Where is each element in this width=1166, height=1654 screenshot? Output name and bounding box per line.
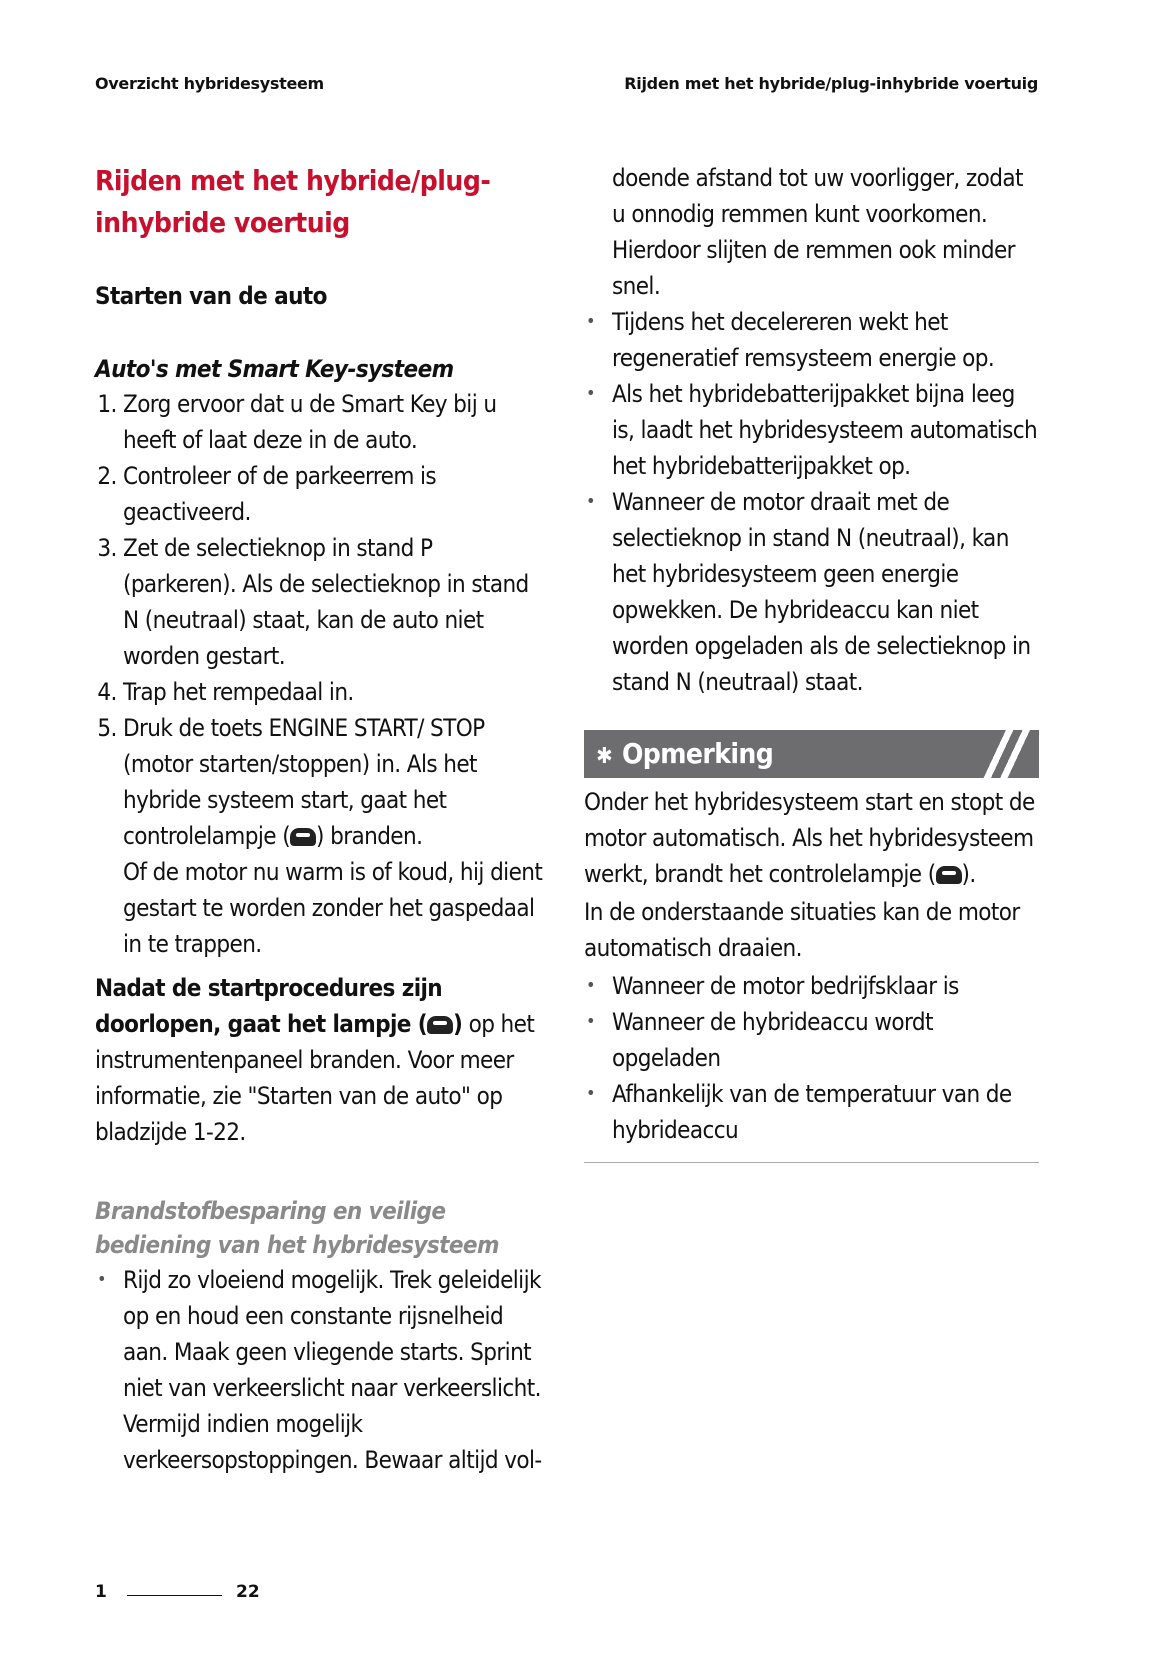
section-heading: Starten van de auto <box>95 282 327 310</box>
after-start-paragraph <box>95 970 543 1150</box>
asterisk-icon: ✱ <box>596 744 612 769</box>
page-number: 22 <box>236 1582 260 1602</box>
bullet-item: • Tijdens het decelereren wekt het regeneratief remsysteem energie op. <box>612 304 1039 376</box>
right-column <box>584 160 1039 1163</box>
body-text: Onder het hybridesysteem start en stopt de motor automatisch. Als het hybridesysteem werkt, brandt het controlelampje ( <box>584 788 1035 888</box>
note-bullets <box>584 968 1039 1148</box>
bullet-item: • Als het hybridebatterijpakket bijna leeg is, laadt het hybridesysteem automatisch het hybridebatterijpakket op. <box>612 376 1039 484</box>
step: 4. Trap het rempedaal in. <box>123 674 543 710</box>
note-title: Opmerking <box>622 737 774 770</box>
hybrid-ready-lamp-icon <box>427 1016 453 1034</box>
note-header <box>584 730 1039 778</box>
body-text: op het instrumentenpaneel branden. Voor meer informatie, zie "Starten van de auto" op bladzijde 1-22. <box>95 1010 535 1146</box>
bullet-item: • Rijd zo vloeiend mogelijk. Trek geleidelijk op en houd een constante rijsnelheid aan. Maak geen vliegende starts. Sprint niet van verkeerslicht naar verkeerslicht. Vermijd indien mogelijk verkeersopstoppingen. Bewaar altijd vol- <box>123 1262 543 1478</box>
bullet-item: • Wanneer de motor draait met de selectieknop in stand N (neutraal), kan het hybridesysteem geen energie opwekken. De hybrideaccu kan niet worden opgeladen als de selectieknop in stand N (neutraal) staat. <box>612 484 1039 700</box>
body-text: ). <box>961 860 976 888</box>
step-text: Of de motor nu warm is of koud, hij dient gestart te worden zonder het gaspedaal in te trappen. <box>123 858 543 958</box>
step: 1. Zorg ervoor dat u de Smart Key bij u heeft of laat deze in de auto. <box>123 386 543 458</box>
note-paragraph: In de onderstaande situaties kan de motor automatisch draaien. <box>584 898 1020 962</box>
note-paragraph <box>584 784 1039 892</box>
fuel-bullets <box>95 1262 543 1478</box>
start-steps <box>95 386 543 962</box>
step-text: Druk de toets ENGINE START/ STOP (motor starten/stoppen) in. Als het hybride systeem start, gaat het controlelampje ( <box>123 714 485 850</box>
fuel-bullets-continued <box>584 160 1039 700</box>
bold-text: Nadat de startprocedures zijn doorlopen, gaat het lampje ( <box>95 974 443 1038</box>
page-title: Rijden met het hybride/plug-inhybride voertuig <box>95 164 491 239</box>
bullet-continuation: doende afstand tot uw voorligger, zodat u onnodig remmen kunt voorkomen. Hierdoor slijten de remmen ook minder snel. <box>612 164 1023 300</box>
running-header-right: Rijden met het hybride/plug-inhybride voertuig <box>624 74 1038 93</box>
step: 2. Controleer of de parkeerrem is geactiveerd. <box>123 458 543 530</box>
hybrid-ready-lamp-icon <box>290 828 316 846</box>
step: 3. Zet de selectieknop in stand P (parkeren). Als de selectieknop in stand N (neutraal) staat, kan de auto niet worden gestart. <box>123 530 543 674</box>
subsection-heading: Auto's met Smart Key-systeem <box>95 355 454 383</box>
step <box>123 710 543 962</box>
bullet-item: • Wanneer de hybrideaccu wordt opgeladen <box>612 1004 1039 1076</box>
fuel-saving-heading: Brandstofbesparing en veilige bediening van het hybridesysteem <box>95 1197 499 1259</box>
hybrid-ready-lamp-icon <box>936 866 962 884</box>
bold-text: ) <box>453 1010 463 1038</box>
bullet-item: • Wanneer de motor bedrijfsklaar is <box>612 968 1039 1004</box>
chapter-number: 1 <box>95 1582 107 1602</box>
page-number-divider <box>127 1595 222 1596</box>
step-text: ) branden. <box>316 822 423 850</box>
left-column <box>95 160 543 1478</box>
stripes-decoration <box>969 730 1039 778</box>
note-end-rule <box>584 1162 1039 1163</box>
bullet-item: • Afhankelijk van de temperatuur van de hybrideaccu <box>612 1076 1039 1148</box>
running-header-left: Overzicht hybridesysteem <box>95 74 324 93</box>
